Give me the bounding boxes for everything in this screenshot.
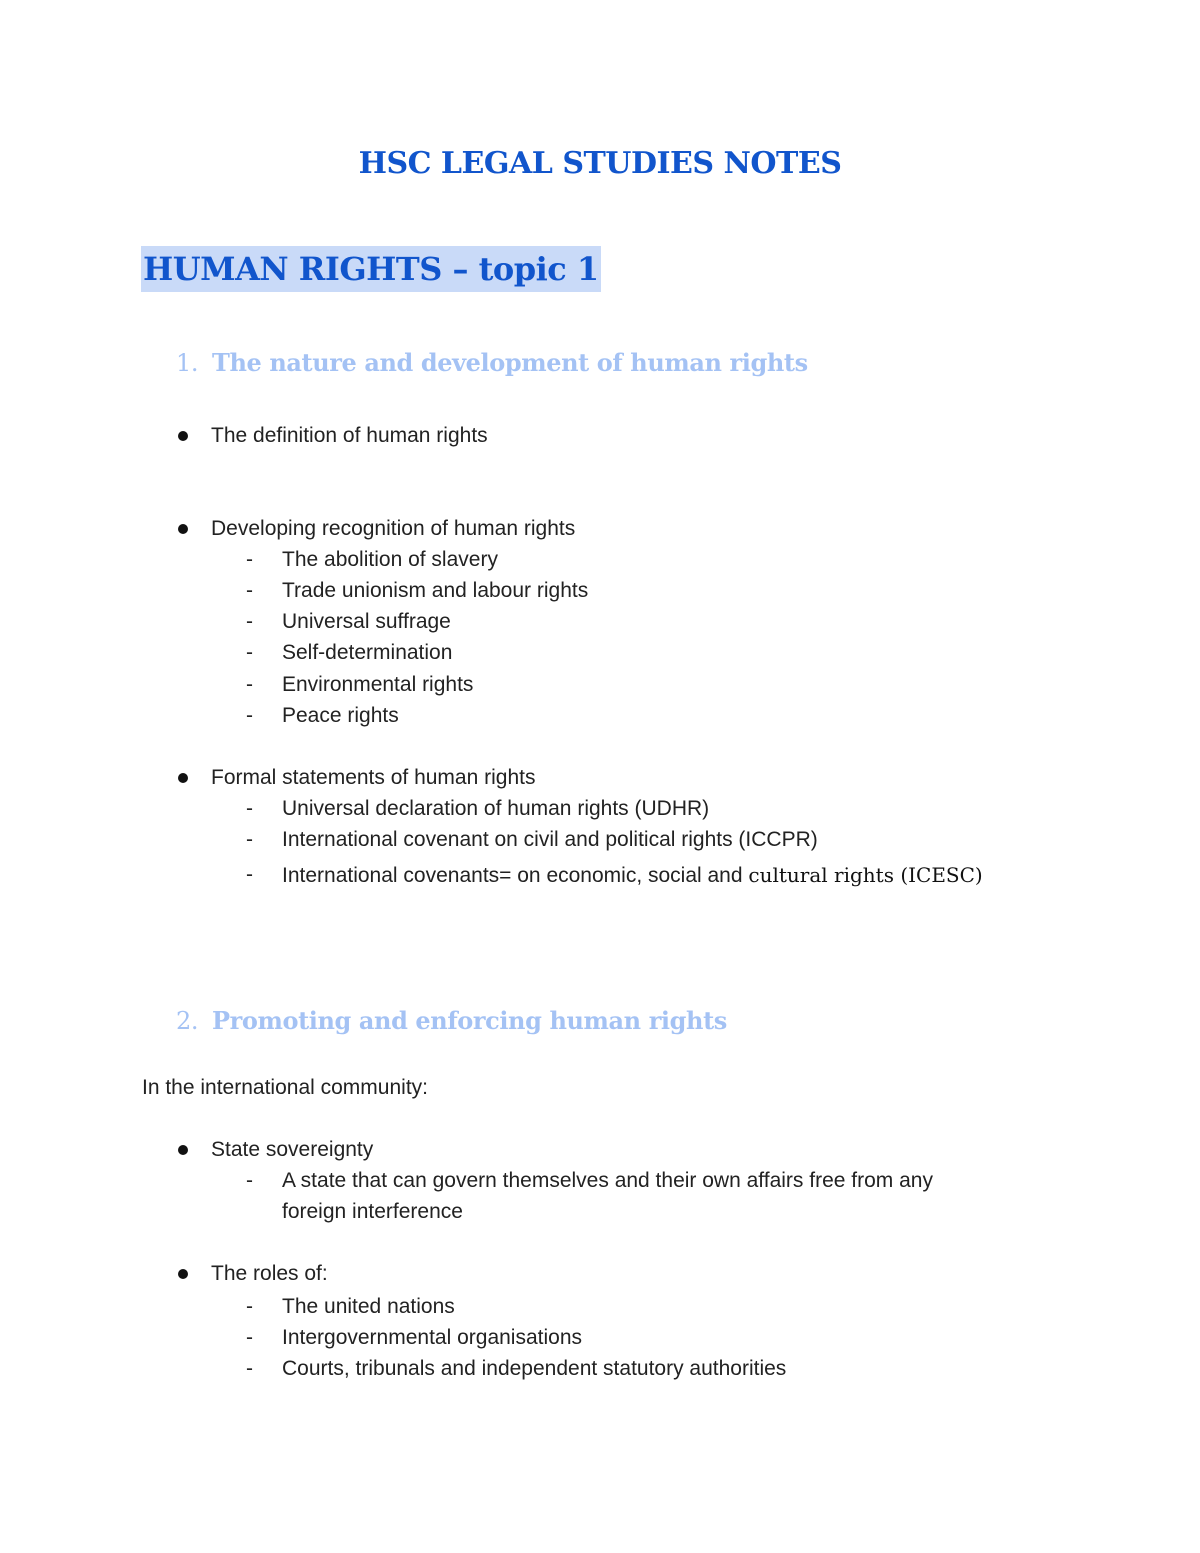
section-2-number: 2. [176,1007,199,1035]
subitem-icesc-sans: International covenants= on economic, social and [282,864,749,887]
dash-icon: - [246,704,253,727]
subitem-udhr: Universal declaration of human rights (UDHR) [282,797,710,820]
section-1-heading [176,348,808,378]
section-2-heading [176,1006,727,1036]
dash-icon: - [246,610,253,633]
subitem-sovereignty-definition-cont: foreign interference [282,1200,463,1223]
section-1-number: 1. [176,349,199,377]
subitem-intergovernmental: Intergovernmental organisations [282,1326,583,1349]
bullet-definition: The definition of human rights [211,424,488,447]
bullet-icon [178,1145,188,1155]
bullet-icon [178,431,188,441]
dash-icon: - [246,797,253,820]
dash-icon: - [246,1357,253,1380]
bullet-state-sovereignty: State sovereignty [211,1138,374,1161]
dash-icon: - [246,1326,253,1349]
document-title: HSC LEGAL STUDIES NOTES [358,146,842,181]
dash-icon: - [246,673,253,696]
subitem-united-nations: The united nations [282,1295,455,1318]
bullet-icon [178,524,188,534]
subitem-peace-rights: Peace rights [282,704,399,727]
bullet-formal-statements: Formal statements of human rights [211,766,536,789]
subitem-universal-suffrage: Universal suffrage [282,610,451,633]
subitem-icesc-serif: cultural rights (ICESC) [748,863,983,887]
subitem-sovereignty-definition: A state that can govern themselves and their own affairs free from any [282,1169,933,1192]
dash-icon: - [246,828,253,851]
section-2-title: Promoting and enforcing human rights [212,1006,727,1035]
bullet-icon [178,773,188,783]
dash-icon: - [246,641,253,664]
subitem-courts-tribunals: Courts, tribunals and independent statutory authorities [282,1357,787,1380]
bullet-developing-recognition: Developing recognition of human rights [211,517,576,540]
section-1-title: The nature and development of human rights [212,348,808,377]
dash-icon: - [246,863,253,886]
international-community-intro: In the international community: [142,1076,428,1099]
subitem-environmental-rights: Environmental rights [282,673,474,696]
dash-icon: - [246,548,253,571]
dash-icon: - [246,1169,253,1192]
bullet-icon [178,1269,188,1279]
dash-icon: - [246,1295,253,1318]
subitem-self-determination: Self-determination [282,641,453,664]
subitem-iccpr: International covenant on civil and political rights (ICCPR) [282,828,818,851]
subitem-icesc [282,862,983,889]
subitem-trade-unionism: Trade unionism and labour rights [282,579,589,602]
dash-icon: - [246,579,253,602]
subitem-abolition-slavery: The abolition of slavery [282,548,498,571]
bullet-roles-of: The roles of: [211,1262,328,1285]
topic-heading: HUMAN RIGHTS – topic 1 [141,246,601,292]
